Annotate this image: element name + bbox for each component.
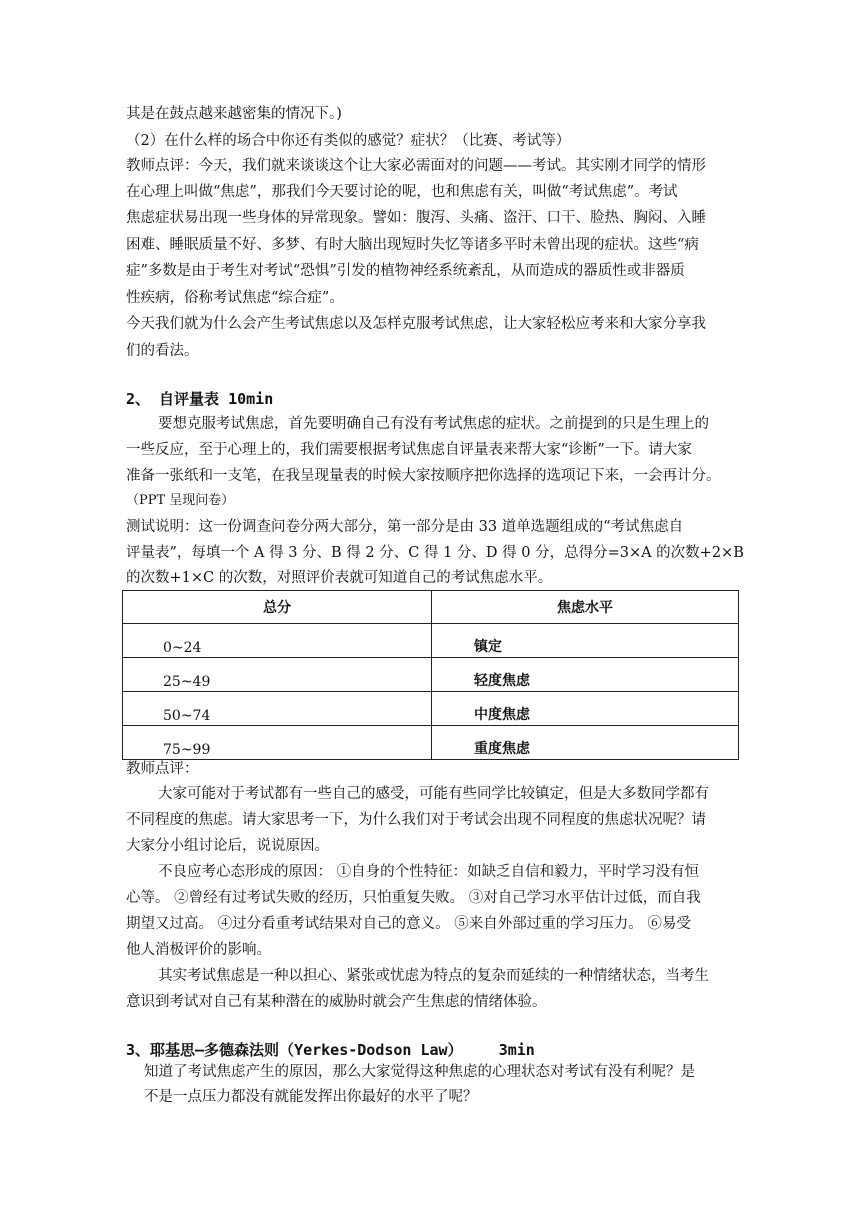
paragraph-line: 心等。 ②曾经有过考试失败的经历，只怕重复失败。 ③对自己学习水平估计过低，而自我 <box>126 890 701 906</box>
paragraph-line: 要想克服考试焦虑，首先要明确自己有没有考试焦虑的症状。之前提到的只是生理上的 <box>158 416 709 432</box>
table-cell-level: 轻度焦虑 <box>432 658 739 692</box>
table-cell-level: 重度焦虑 <box>432 726 739 760</box>
paragraph-line: （PPT 呈现问卷） <box>126 493 235 508</box>
paragraph-line: 其实考试焦虑是一种以担心、紧张或忧虑为特点的复杂而延续的一种情绪状态，当考生 <box>158 968 709 984</box>
paragraph-line: 的次数+1×C 的次数，对照评价表就可知道自己的考试焦虑水平。 <box>126 570 553 586</box>
paragraph-line: 教师点评： <box>126 761 199 777</box>
table-row <box>123 726 739 760</box>
table-cell-level: 中度焦虑 <box>432 692 739 726</box>
table-cell-score: 0~24 <box>123 624 432 658</box>
table-header-row <box>123 591 739 624</box>
paragraph-line: 今天我们就为什么会产生考试焦虑以及怎样克服考试焦虑，让大家轻松应考来和大家分享我 <box>126 316 706 332</box>
paragraph-line: 在心理上叫做“焦虑”，那我们今天要讨论的呢，也和焦虑有关，叫做“考试焦虑”。考试 <box>126 184 678 200</box>
paragraph-line: 他人消极评价的影响。 <box>126 942 271 958</box>
paragraph-line: 不是一点压力都没有就能发挥出你最好的水平了呢？ <box>144 1089 478 1105</box>
paragraph-line: 测试说明：这一份调查问卷分两大部分，第一部分是由 33 道单选题组成的“考试焦虑自 <box>126 519 684 535</box>
paragraph-line: （2）在什么样的场合中你还有类似的感觉？症状？（比赛、考试等） <box>126 133 571 149</box>
paragraph-line: 一些反应，至于心理上的，我们需要根据考试焦虑自评量表来帮大家“诊断”一下。请大家 <box>126 442 692 458</box>
table-row <box>123 692 739 726</box>
paragraph-line: 不同程度的焦虑。请大家思考一下，为什么我们对于考试会出现不同程度的焦虑状况呢？请 <box>126 812 706 828</box>
paragraph-line: 们的看法。 <box>126 343 199 359</box>
table-cell-score: 50~74 <box>123 692 432 726</box>
table-row <box>123 658 739 692</box>
section-heading-3: 3、耶基思—多德森法则（Yerkes-Dodson Law） 3min <box>126 1041 535 1059</box>
paragraph-line: 评量表”，每填一个 A 得 3 分、B 得 2 分、C 得 1 分、D 得 0 分，总得分=3×A 的次数+2×B <box>126 545 744 561</box>
section-heading-2: 2、 自评量表 10min <box>126 390 274 408</box>
paragraph-line: 意识到考试对自己有某种潜在的威胁时就会产生焦虑的情绪体验。 <box>126 994 547 1010</box>
paragraph-line: 不良应考心态形成的原因： ①自身的个性特征：如缺乏自信和毅力，平时学习没有恒 <box>158 864 700 880</box>
paragraph-line: 焦虑症状易出现一些身体的异常现象。譬如：腹泻、头痛、盗汗、口干、脸热、胸闷、入睡 <box>126 210 706 226</box>
paragraph-line: 困难、睡眠质量不好、多梦、有时大脑出现短时失忆等诸多平时未曾出现的症状。这些“病 <box>126 237 699 253</box>
paragraph-line: 教师点评：今天，我们就来谈谈这个让大家必需面对的问题——考试。其实刚才同学的情形 <box>126 158 706 174</box>
paragraph-line: 准备一张纸和一支笔，在我呈现量表的时候大家按顺序把你选择的选项记下来，一会再计分。 <box>126 468 721 484</box>
table-header-cell: 总分 <box>123 591 432 624</box>
table-cell-score: 75~99 <box>123 726 432 760</box>
paragraph-line: 症”多数是由于考生对考试“恐惧”引发的植物神经系统紊乱，从而造成的器质性或非器质 <box>126 263 685 279</box>
paragraph-line: 知道了考试焦虑产生的原因，那么大家觉得这种焦虑的心理状态对考试有没有利呢？是 <box>144 1064 695 1080</box>
table-cell-score: 25~49 <box>123 658 432 692</box>
paragraph-line: 大家分小组讨论后，说说原因。 <box>126 838 329 854</box>
paragraph-line: 大家可能对于考试都有一些自己的感受，可能有些同学比较镇定，但是大多数同学都有 <box>158 786 709 802</box>
paragraph-line: 其是在鼓点越来越密集的情况下。) <box>126 106 342 122</box>
table-cell-level: 镇定 <box>432 624 739 658</box>
anxiety-score-table <box>122 590 739 760</box>
paragraph-line: 性疾病，俗称考试焦虑“综合症”。 <box>126 290 344 306</box>
table-header-cell: 焦虑水平 <box>432 591 739 624</box>
table-row <box>123 624 739 658</box>
paragraph-line: 期望又过高。 ④过分看重考试结果对自己的意义。 ⑤来自外部过重的学习压力。 ⑥易受 <box>126 916 691 932</box>
